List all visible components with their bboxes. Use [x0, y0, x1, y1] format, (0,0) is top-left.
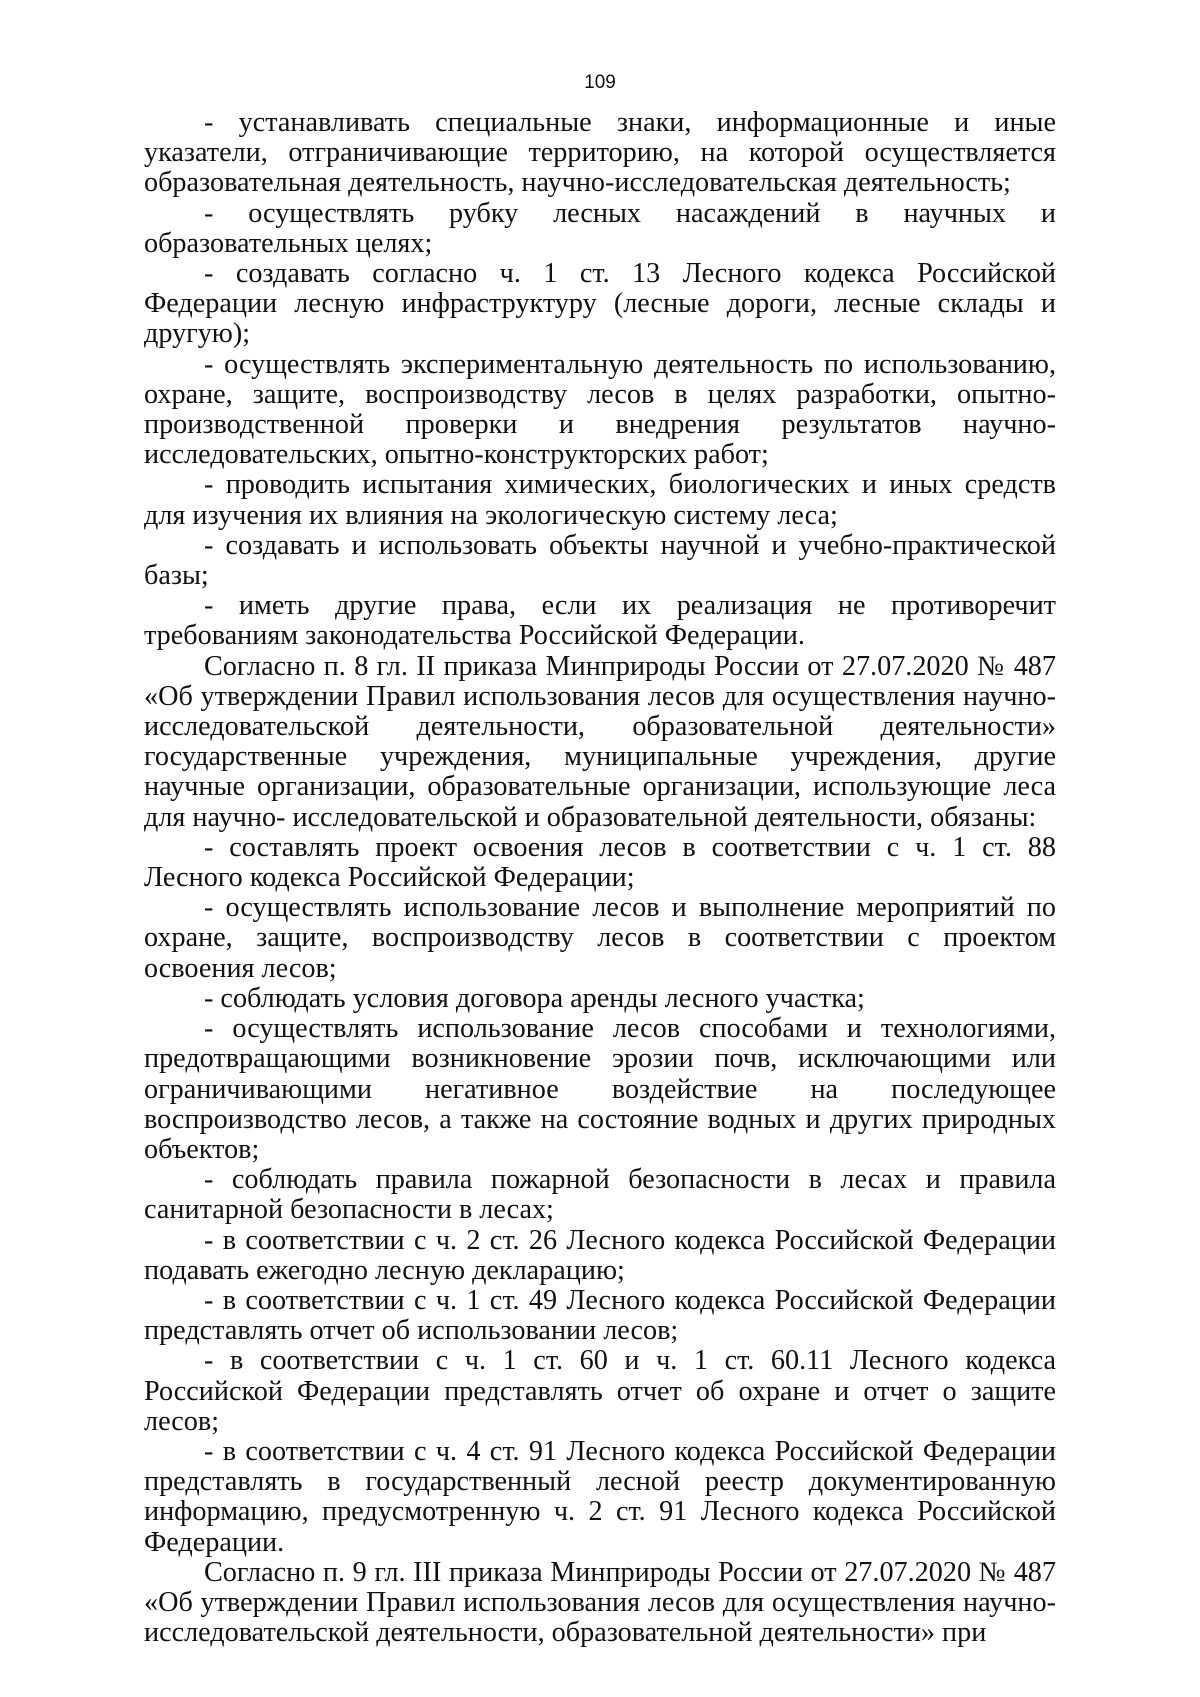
paragraph-obligations-intro: Согласно п. 8 гл. II приказа Минприроды России от 27.07.2020 № 487 «Об утверждении Правил использования лесов для осуществления научно-исследовательской деятельности, образовательной деятельности» государственные учреждения, муниципальные учреждения, другие научные организации, образовательные организации, использующие леса для научно- исследовательской и образовательной деятельности, обязаны: [144, 650, 1056, 833]
paragraph-rights-other: - иметь другие права, если их реализация не противоречит требованиям законодательства Российской Федерации. [144, 590, 1056, 652]
paragraph-obligation-protection-report: - в соответствии с ч. 1 ст. 60 и ч. 1 ст. 60.11 Лесного кодекса Российской Федерации представлять отчет об охране и отчет о защите лесов; [144, 1345, 1056, 1437]
paragraph-obligation-project: - составлять проект освоения лесов в соответствии с ч. 1 ст. 88 Лесного кодекса Российской Федерации; [144, 831, 1056, 894]
paragraph-rights-signs: - устанавливать специальные знаки, информационные и иные указатели, отграничивающие территорию, на которой осуществляется образовательная деятельность, научно-исследовательская деятельность; [144, 107, 1056, 199]
paragraph-rights-felling: - осуществлять рубку лесных насаждений в научных и образовательных целях; [144, 197, 1056, 259]
page-number: 109 [584, 72, 616, 93]
paragraph-obligation-declaration: - в соответствии с ч. 2 ст. 26 Лесного кодекса Российской Федерации подавать ежегодно лесную декларацию; [144, 1224, 1056, 1286]
paragraph-obligation-registry: - в соответствии с ч. 4 ст. 91 Лесного кодекса Российской Федерации представлять в государственный лесной реестр документированную информацию, предусмотренную ч. 2 ст. 91 Лесного кодекса Российской Федерации. [144, 1435, 1056, 1558]
document-body [144, 108, 1056, 1648]
paragraph-obligation-fire-safety: - соблюдать правила пожарной безопасности в лесах и правила санитарной безопасности в лесах; [144, 1164, 1056, 1226]
paragraph-rights-objects: - создавать и использовать объекты научной и учебно-практической базы; [144, 529, 1056, 592]
paragraph-rights-testing: - проводить испытания химических, биологических и иных средств для изучения их влияния на экологическую систему леса; [144, 469, 1056, 531]
paragraph-obligation-use: - осуществлять использование лесов и выполнение мероприятий по охране, защите, воспроизводству лесов в соответствии с проектом освоения лесов; [144, 892, 1056, 984]
paragraph-obligation-lease: - соблюдать условия договора аренды лесного участка; [204, 982, 865, 1014]
paragraph-obligation-methods: - осуществлять использование лесов способами и технологиями, предотвращающими возникновение эрозии почв, исключающими или ограничивающими негативное воздействие на последующее воспроизводство лесов, а также на состояние водных и других природных объектов; [144, 1013, 1056, 1165]
paragraph-rights-infrastructure: - создавать согласно ч. 1 ст. 13 Лесного кодекса Российской Федерации лесную инфраструктуру (лесные дороги, лесные склады и другую); [144, 258, 1056, 350]
paragraph-obligation-usage-report: - в соответствии с ч. 1 ст. 49 Лесного кодекса Российской Федерации представлять отчет об использовании лесов; [144, 1284, 1056, 1347]
paragraph-rights-experimental: - осуществлять экспериментальную деятельность по использованию, охране, защите, воспроизводству лесов в целях разработки, опытно-производственной проверки и внедрения результатов научно-исследовательских, опытно-конструкторских работ; [144, 348, 1056, 471]
paragraph-section-iii-intro: Согласно п. 9 гл. III приказа Минприроды России от 27.07.2020 № 487 «Об утверждении Правил использования лесов для осуществления научно-исследовательской деятельности, образовательной деятельности» при [144, 1556, 1056, 1649]
